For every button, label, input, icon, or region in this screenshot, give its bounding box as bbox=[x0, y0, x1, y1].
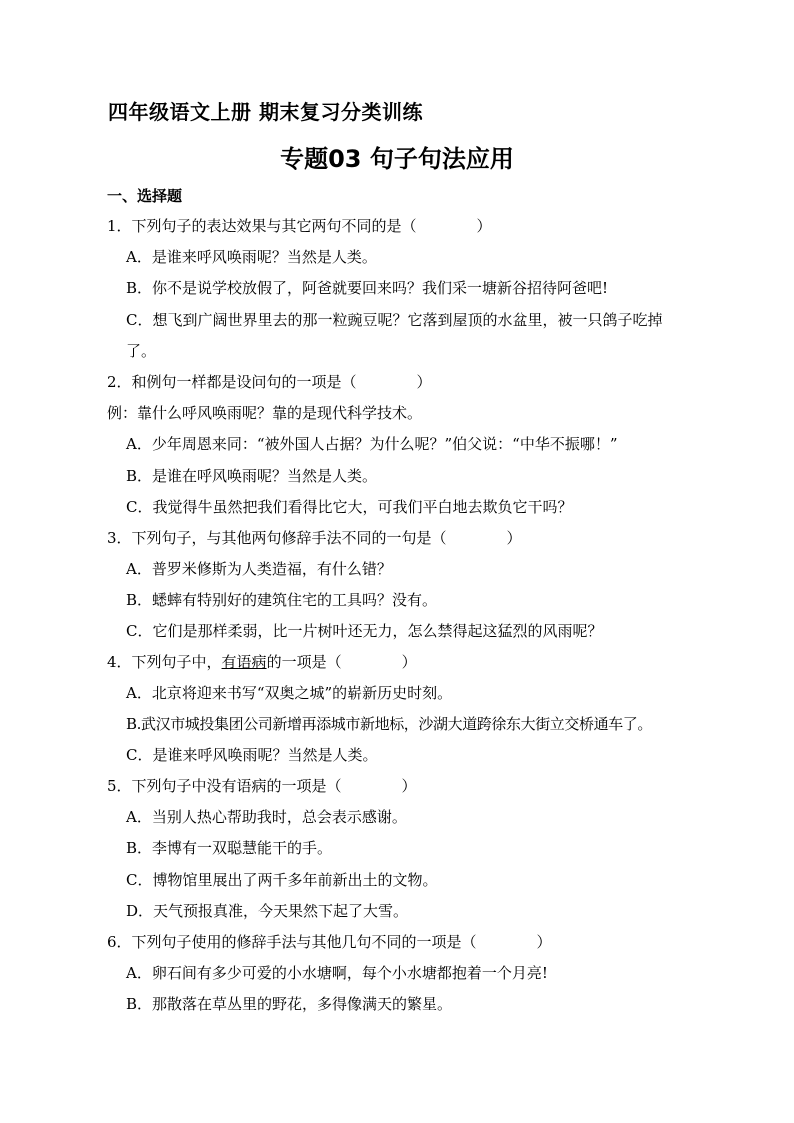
question-6-stem: 6．下列句子使用的修辞手法与其他几句不同的一项是（ ） bbox=[107, 933, 552, 951]
question-4-option-c: C．是谁来呼风唤雨呢？当然是人类。 bbox=[126, 746, 378, 764]
question-1-option-a: A．是谁来呼风唤雨呢？当然是人类。 bbox=[126, 248, 377, 266]
question-1-option-c-continuation: 了。 bbox=[126, 342, 157, 360]
question-3-option-c: C．它们是那样柔弱，比一片树叶还无力，怎么禁得起这猛烈的风雨呢？ bbox=[126, 622, 603, 640]
question-5-option-b: B．李博有一双聪慧能干的手。 bbox=[126, 839, 333, 857]
section-heading: 一、选择题 bbox=[107, 187, 183, 205]
question-2-option-c: C．我觉得牛虽然把我们看得比它大，可我们平白地去欺负它干吗？ bbox=[126, 498, 573, 516]
question-3-option-b: B．蟋蟀有特别好的建筑住宅的工具吗？没有。 bbox=[126, 591, 438, 609]
question-4-stem-before: 4．下列句子中， bbox=[107, 653, 222, 671]
question-5-option-c: C．博物馆里展出了两千多年前新出土的文物。 bbox=[126, 871, 438, 889]
question-4-stem bbox=[107, 652, 417, 672]
question-3-option-a: A．普罗米修斯为人类造福，有什么错？ bbox=[126, 560, 392, 578]
question-1-option-b: B．你不是说学校放假了，阿爸就要回来吗？我们采一塘新谷招待阿爸吧! bbox=[126, 279, 609, 297]
question-4-option-b: B.武汉市城投集团公司新增再添城市新地标，沙湖大道跨徐东大街立交桥通车了。 bbox=[126, 715, 652, 733]
question-5-stem: 5．下列句子中没有语病的一项是（ ） bbox=[107, 777, 417, 795]
question-2-example: 例：靠什么呼风唤雨呢？靠的是现代科学技术。 bbox=[107, 404, 423, 422]
header-title: 四年级语文上册 期末复习分类训练 bbox=[108, 100, 423, 124]
question-2-option-b: B．是谁在呼风唤雨呢？当然是人类。 bbox=[126, 467, 378, 485]
topic-title: 专题03 句子句法应用 bbox=[280, 145, 514, 173]
question-1-stem: 1．下列句子的表达效果与其它两句不同的是（ ） bbox=[107, 217, 492, 235]
question-5-option-a: A．当别人热心帮助我时，总会表示感谢。 bbox=[126, 808, 407, 826]
question-4-option-a: A．北京将迎来书写“双奥之城”的崭新历史时刻。 bbox=[126, 684, 453, 702]
question-2-option-a: A．少年周恩来同：“被外国人占据？为什么呢？”伯父说：“中华不振哪！” bbox=[126, 435, 618, 453]
question-6-option-b: B．那散落在草丛里的野花，多得像满天的繁星。 bbox=[126, 995, 453, 1013]
question-1-option-c: C．想飞到广阔世界里去的那一粒豌豆呢？它落到屋顶的水盆里，被一只鸽子吃掉 bbox=[126, 311, 663, 329]
question-4-stem-after: 的一项是（ ） bbox=[266, 653, 417, 671]
question-5-option-d: D．天气预报真准，今天果然下起了大雪。 bbox=[126, 902, 409, 920]
question-6-option-a: A．卵石间有多少可爱的小水塘啊，每个小水塘都抱着一个月亮! bbox=[126, 964, 548, 982]
question-2-stem: 2．和例句一样都是设问句的一项是（ ） bbox=[107, 373, 432, 391]
question-4-stem-underlined: 有语病 bbox=[221, 653, 267, 671]
question-3-stem: 3．下列句子，与其他两句修辞手法不同的一句是（ ） bbox=[107, 529, 522, 547]
